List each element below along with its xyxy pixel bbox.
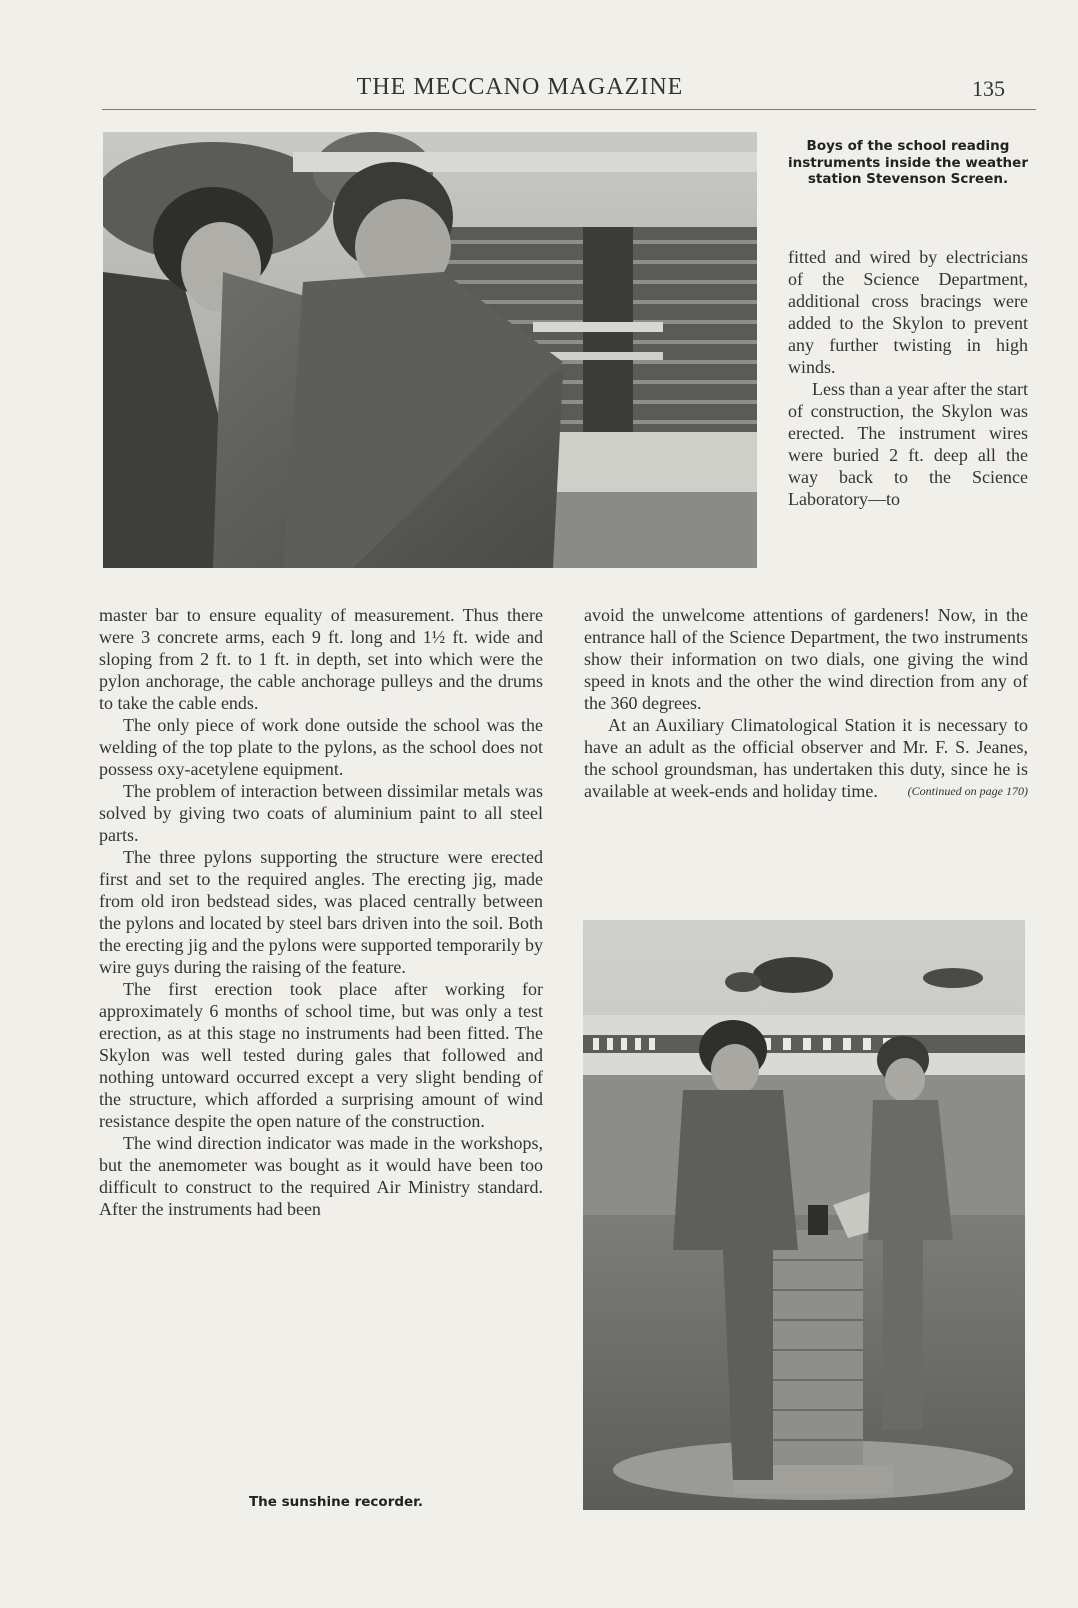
paragraph: fitted and wired by electricians of the Science Department, additional cross bracings were added to the Skylon to prevent any further twisting in high winds. <box>788 247 1028 377</box>
paragraph-text: At an Auxiliary Climatological Station it is necessary to have an adult as the official observer and Mr. F. S. Jeanes, the school groundsman, has undertaken this duty, since he is available at week-ends and holiday time. <box>584 715 1028 801</box>
caption-sunshine-recorder: The sunshine recorder. <box>248 1494 424 1510</box>
paragraph: The first erection took place after working for approximately 6 months of school time, but was only a test erection, as at this stage no instruments had been fitted. The Skylon was well tested during gales that followed and nothing untoward occurred except a very slight bending of the structure, which afforded a surprising amount of wind resistance despite the open nature of the construction. <box>99 979 543 1131</box>
paragraph <box>584 714 1028 802</box>
paragraph: master bar to ensure equality of measurement. Thus there were 3 concrete arms, each 9 ft. long and 1½ ft. wide and sloping from 2 ft. to 1 ft. in depth, set into which were the pylon anchorage, the cable anchorage pulleys and the drums to take the cable ends. <box>99 605 543 713</box>
continued-note: (Continued on page 170) <box>907 784 1028 798</box>
paragraph: The only piece of work done outside the school was the welding of the top plate to the pylons, as the school does not possess oxy-acetylene equipment. <box>99 715 543 779</box>
right-column-bottom <box>584 604 1028 802</box>
paragraph: The wind direction indicator was made in the workshops, but the anemometer was bought as it would have been too difficult to construct to the required Air Ministry standard. After the instruments had been <box>99 1133 543 1219</box>
magazine-title: THE MECCANO MAGAZINE <box>356 74 684 100</box>
header-rule <box>102 109 1036 110</box>
paragraph: avoid the unwelcome attentions of gardeners! Now, in the entrance hall of the Science Department, the two instruments show their information on two dials, one giving the wind speed in knots and the other the wind direction from any of the 360 degrees. <box>584 605 1028 713</box>
photo-stevenson-screen <box>103 132 757 568</box>
caption-stevenson-screen: Boys of the school reading instruments inside the weather station Stevenson Screen. <box>788 138 1028 187</box>
paragraph: The problem of interaction between dissimilar metals was solved by giving two coats of aluminium paint to all steel parts. <box>99 781 543 845</box>
photo-sunshine-recorder <box>583 920 1025 1510</box>
paragraph: The three pylons supporting the structure were erected first and set to the required angles. The erecting jig, made from old iron bedstead sides, was placed centrally between the pylons and located by steel bars driven into the soil. Both the erecting jig and the pylons were supported temporarily by wire guys during the raising of the feature. <box>99 847 543 977</box>
left-column <box>99 604 543 1220</box>
paragraph: Less than a year after the start of construction, the Skylon was erected. The instrument wires were buried 2 ft. deep all the way back to the Science Laboratory—to <box>788 379 1028 509</box>
right-column-top <box>788 246 1028 510</box>
page-number: 135 <box>972 76 1005 101</box>
